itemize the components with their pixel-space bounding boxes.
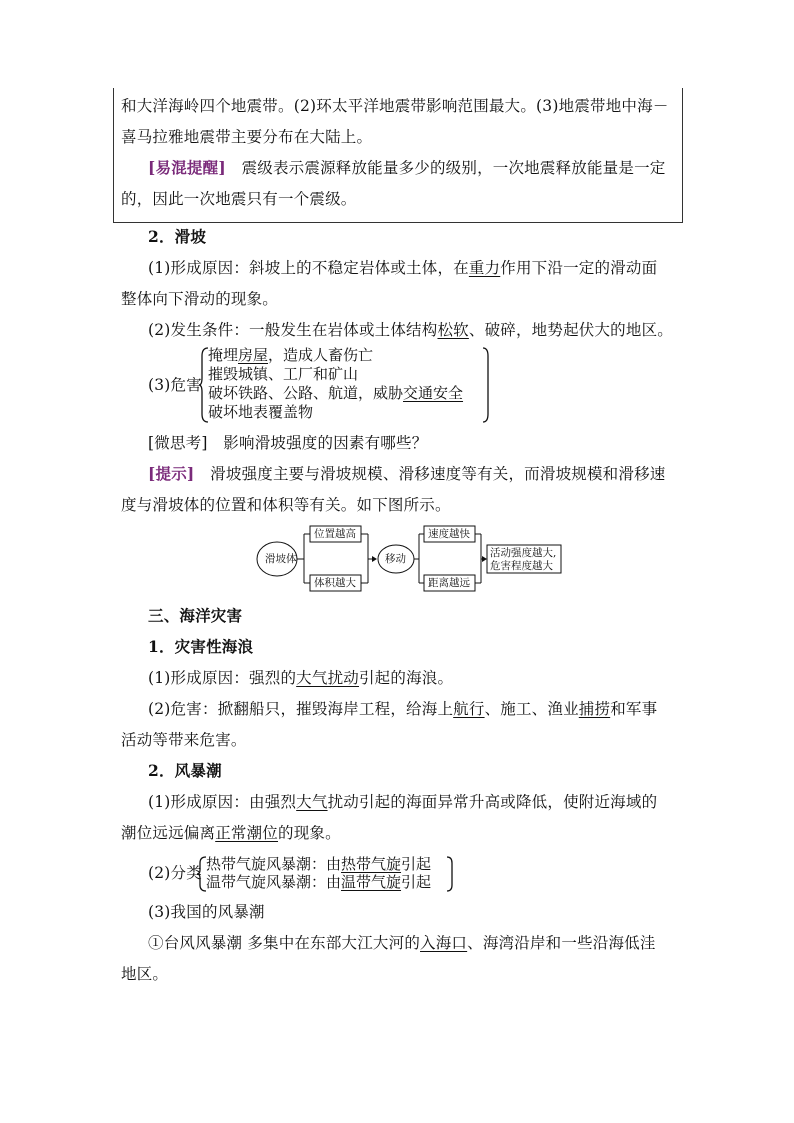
box-tip-line-2: 的，因此一次地震只有一个震级。 <box>121 190 357 208</box>
box-line-2: 喜马拉雅地震带主要分布在大陆上。 <box>121 128 373 146</box>
hint-line: [提示] 滑坡强度主要与滑坡规模、滑移速度等有关，而滑坡规模和滑移速 <box>148 464 666 483</box>
harm-item-4: 破坏地表覆盖物 <box>208 403 314 421</box>
tip-label: [易混提醒] <box>148 158 226 177</box>
wave-heading: 1．灾害性海浪 <box>148 637 254 656</box>
harm-item-2: 摧毁城镇、工厂和矿山 <box>208 365 359 383</box>
flow-volume: 体积越大 <box>314 577 356 589</box>
surge-cause-line-2: 潮位远远偏离正常潮位的现象。 <box>121 824 341 842</box>
landslide-cause: (1)形成原因：斜坡上的不稳定岩体或土体，在重力作用下沿一定的滑动面 <box>148 259 658 277</box>
china-surge-heading: (3)我国的风暴潮 <box>148 903 265 921</box>
flow-position: 位置越高 <box>314 528 356 540</box>
wave-cause: (1)形成原因：强烈的大气扰动引起的海浪。 <box>148 669 454 687</box>
hint-line-2: 度与滑坡体的位置和体积等有关。如下图所示。 <box>121 496 451 514</box>
class-item-2: 温带气旋风暴潮：由温带气旋引起 <box>206 873 432 891</box>
surge-class-label: (2)分类 <box>148 864 202 882</box>
flow-move: 移动 <box>385 553 406 565</box>
right-brace-icon <box>482 346 492 424</box>
wave-harm: (2)危害：掀翻船只，摧毁海岸工程，给海上航行、施工、渔业捕捞和军事 <box>148 700 658 718</box>
marine-heading: 三、海洋灾害 <box>148 606 243 625</box>
flow-lines <box>255 523 565 595</box>
harm-item-1: 掩埋房屋，造成人畜伤亡 <box>208 346 374 364</box>
flow-speed: 速度越快 <box>428 528 470 540</box>
flow-result-1: 活动强度越大, <box>490 547 557 559</box>
think-line: [微思考] 影响滑坡强度的因素有哪些？ <box>148 434 428 452</box>
hint-label: [提示] <box>148 464 195 483</box>
class-item-1: 热带气旋风暴潮：由热带气旋引起 <box>206 855 432 873</box>
surge-cause: (1)形成原因：由强烈大气扰动引起的海面异常升高或降低，使附近海域的 <box>148 793 658 811</box>
landslide-condition: (2)发生条件：一般发生在岩体或土体结构松软、破碎，地势起伏大的地区。 <box>148 321 673 339</box>
landslide-flow-diagram <box>255 523 565 595</box>
box-tip-line <box>148 157 665 179</box>
wave-harm-line-2: 活动等带来危害。 <box>121 731 247 749</box>
landslide-harm-label: (3)危害 <box>148 376 202 394</box>
tip-text: 震级表示震源释放能量多少的级别，一次地震释放能量是一定 <box>225 159 666 177</box>
surge-heading: 2．风暴潮 <box>148 761 222 780</box>
class-right-brace-icon <box>446 855 456 893</box>
flow-distance: 距离越远 <box>428 577 470 589</box>
flow-body: 滑坡体 <box>265 553 297 565</box>
typhoon-surge: ①台风风暴潮 多集中在东部大江大河的入海口、海湾沿岸和一些沿海低洼 <box>148 934 656 952</box>
think-label: [微思考] <box>148 434 208 452</box>
harm-item-3: 破坏铁路、公路、航道，威胁交通安全 <box>208 384 464 402</box>
landslide-heading: 2．滑坡 <box>148 227 207 246</box>
landslide-cause-line-2: 整体向下滑动的现象。 <box>121 290 279 308</box>
flow-result-2: 危害程度越大 <box>490 560 553 572</box>
box-line-1: 和大洋海岭四个地震带。(2)环太平洋地震带影响范围最大。(3)地震带地中海－ <box>121 97 669 115</box>
typhoon-surge-line-2: 地区。 <box>121 965 169 983</box>
